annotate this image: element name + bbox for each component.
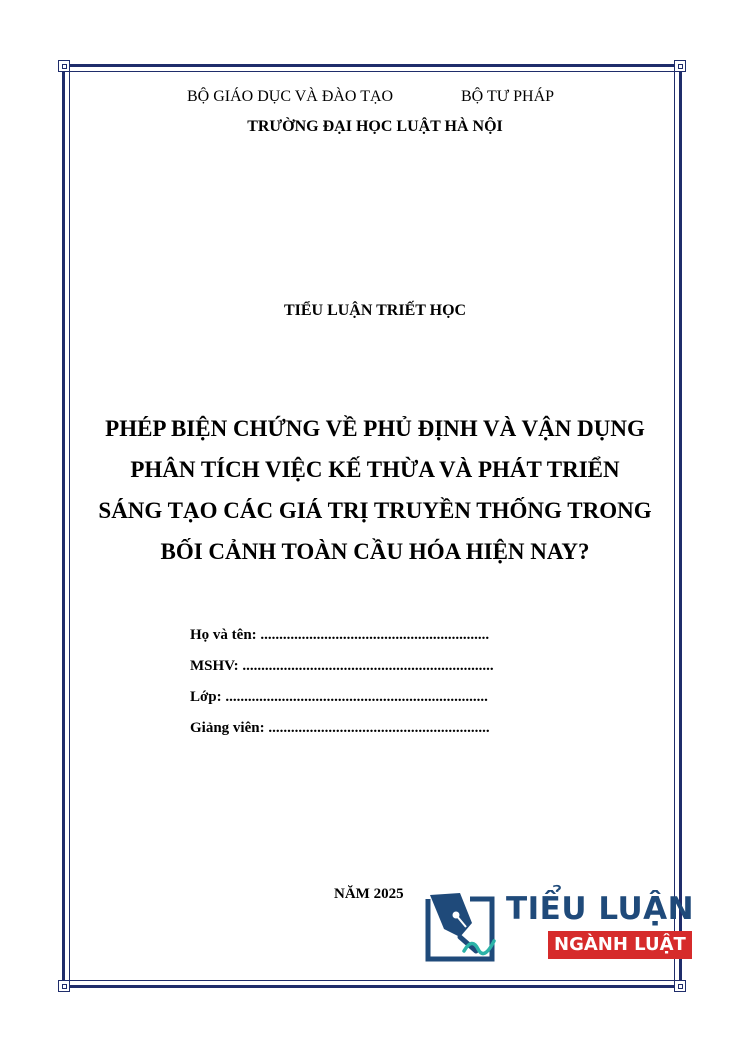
- essay-type: TIỂU LUẬN TRIẾT HỌC: [283, 302, 467, 319]
- info-student-id: MSHV: ...................................................................: [190, 658, 494, 674]
- logo-text-primary: TIỂU LUẬN: [506, 891, 695, 927]
- essay-title-line: PHÉP BIỆN CHỨNG VỀ PHỦ ĐỊNH VÀ VẬN DỤNG: [105, 416, 645, 441]
- ministry-education: BỘ GIÁO DỤC VÀ ĐÀO TẠO: [187, 88, 394, 105]
- student-info: [190, 620, 494, 744]
- brand-logo: [420, 885, 695, 970]
- essay-title-line: BỐI CẢNH TOÀN CẦU HÓA HIỆN NAY?: [160, 539, 590, 564]
- essay-title-line: PHÂN TÍCH VIỆC KẾ THỪA VÀ PHÁT TRIỂN: [130, 457, 620, 482]
- info-class: Lớp: ......................................................................: [190, 689, 488, 705]
- essay-title-line: SÁNG TẠO CÁC GIÁ TRỊ TRUYỀN THỐNG TRONG: [98, 498, 652, 523]
- border-corner-top-right: [674, 60, 686, 72]
- logo-text-secondary: NGÀNH LUẬT: [548, 931, 692, 959]
- university-name: TRƯỜNG ĐẠI HỌC LUẬT HÀ NỘI: [247, 118, 503, 135]
- border-corner-bottom-right: [674, 980, 686, 992]
- essay-title: [0, 408, 750, 572]
- ministry-header: [0, 88, 750, 110]
- info-lecturer: Giảng viên: ...........................................................: [190, 720, 490, 736]
- pen-nib-icon: [420, 889, 500, 967]
- year-label: NĂM 2025: [334, 886, 404, 902]
- border-corner-top-left: [58, 60, 70, 72]
- info-name: Họ và tên: .............................................................: [190, 627, 490, 643]
- border-corner-bottom-left: [58, 980, 70, 992]
- ministry-justice: BỘ TƯ PHÁP: [461, 88, 555, 105]
